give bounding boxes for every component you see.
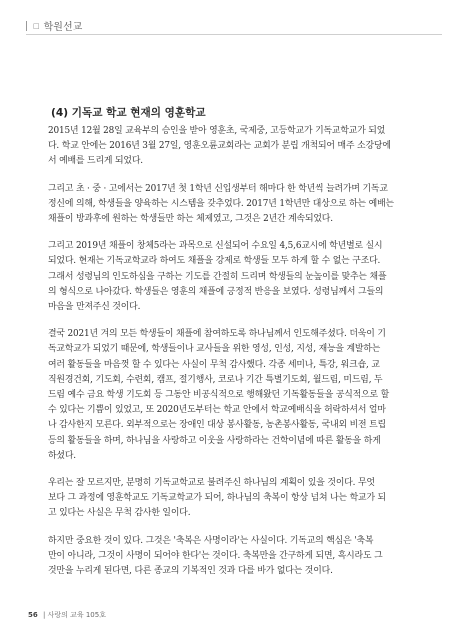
header-divider [26, 21, 27, 31]
paragraph-line: 것만을 누리게 된다면, 다른 종교의 기복적인 것과 다를 바가 없다는 것이다. [48, 566, 333, 577]
paragraph-line: 수 있다는 기쁨이 있었고, 또 2020년도부터는 학교 안에서 학교예배식을 허락하셔서 얼마 [48, 405, 386, 416]
paragraph-2 [48, 182, 442, 228]
paragraph-line: 그리고 초 · 중 · 고에서는 2017년 첫 1학년 신입생부터 해마다 한 학년씩 늘려가며 기독교 [48, 183, 388, 194]
paragraph-line: 다. 학교 안에는 2016년 3월 27일, 영훈오륜교회라는 교회가 분립 개척되어 매주 소강당에 [48, 141, 391, 152]
paragraph-1 [48, 124, 442, 170]
paragraph-line: 고 있다는 사실은 무척 감사한 일이다. [48, 508, 191, 519]
paragraph-line: 만이 아니라, 그것이 사명이 되어야 한다'는 것이다. 축복만을 간구하게 되면, 흑시라도 그 [48, 550, 383, 561]
paragraph-line: 드림 예수 금요 학생 기도회 등 그동안 비공식적으로 행해왔던 기독활동들을 공식적으로 할 [48, 390, 390, 401]
section-header-title: 학원선교 [43, 22, 83, 33]
paragraph-line: 의 형식으로 나아갔다. 학생들은 영훈의 채플에 긍정적 반응을 보였다. 성령님께서 그들의 [48, 286, 384, 297]
article-body [48, 105, 442, 579]
paragraph-line: 2015년 12월 28일 교육부의 승인을 받아 영훈초, 국제중, 고등학교가 기독교학교가 되었 [48, 126, 386, 136]
paragraph-line: 여러 활동들을 마음껏 할 수 있다는 사실이 무척 감사했다. 각종 세미나, 특강, 워크숍, 교 [48, 359, 380, 370]
paragraph-4 [48, 327, 442, 464]
paragraph-line: 직원경건회, 기도회, 수련회, 캠프, 절기행사, 코로나 기간 특별기도회, 월드림, 미드림, 두 [48, 374, 383, 385]
paragraph-3 [48, 239, 442, 315]
paragraph-line: 하셨다. [48, 450, 76, 461]
square-bullet-icon: □ [33, 21, 40, 30]
paragraph-line: 하지만 중요한 것이 있다. 그것은 '축복은 사명이라'는 사실이다. 기독교의 핵심은 '축복 [48, 535, 374, 546]
paragraph-line: 결국 2021년 겨의 모든 학생들이 채플에 참여하도록 하나님께서 인도해주셨다. 더욱이 기 [48, 329, 386, 340]
section-heading: (4) 기독교 학교 현재의 영훈학교 [51, 107, 206, 119]
page-number: 56 [28, 611, 38, 619]
paragraph-line: 그래서 성령님의 인도하심을 구하는 기도를 간절히 드리며 학생들의 눈높이를 맞추는 채플 [48, 271, 387, 282]
paragraph-line: 등의 활동들을 하며, 하나님을 사랑하고 이웃을 사랑하라는 건학이념에 따른 활동을 하게 [48, 435, 381, 446]
page-footer [28, 610, 106, 620]
paragraph-line: 정신에 의해, 학생들을 양육하는 시스템을 갖추었다. 2017년 1학년만 대상으로 하는 예배는 [48, 198, 394, 209]
paragraph-line: 그리고 2019년 채플이 창체5라는 과목으로 신설되어 수요일 4,5,6교시에 학년별로 실시 [48, 241, 383, 252]
publication-name: 사랑의 교육 105호 [47, 611, 106, 619]
paragraph-line: 우리는 잘 모르지만, 분명히 기독교학교로 불려주신 하나님의 계획이 있을 것이다. 무엇 [48, 478, 375, 489]
running-header [26, 18, 82, 33]
paragraph-line: 독교학교가 되었기 때문에, 학생들이나 교사들을 위한 영성, 인성, 지성, 재능을 계발하는 [48, 344, 381, 355]
paragraph-line: 마음을 만져주신 것이다. [48, 302, 141, 313]
paragraph-6 [48, 534, 442, 580]
paragraph-line: 채플이 방과후에 원하는 학생들만 하는 체제였고, 그것은 2년간 계속되었다. [48, 214, 333, 225]
paragraph-5 [48, 476, 442, 522]
paragraph-line: 보다 그 과정에 영훈학교도 기독교학교가 되어, 하나님의 축복이 항상 넘쳐 나는 학교가 되 [48, 493, 386, 504]
paragraph-line: 서 예배를 드리게 되었다. [48, 156, 143, 167]
paragraph-line: 나 감사한지 모른다. 외부적으로는 장애인 대상 봉사활동, 농촌봉사활동, 국내외 비전 트립 [48, 420, 386, 431]
header-rule [26, 34, 442, 35]
footer-separator: | [42, 611, 46, 619]
paragraph-line: 되었다. 현재는 기독교학교라 하여도 채플을 강제로 학생들 모두 하게 할 수 없는 구조다. [48, 256, 381, 267]
